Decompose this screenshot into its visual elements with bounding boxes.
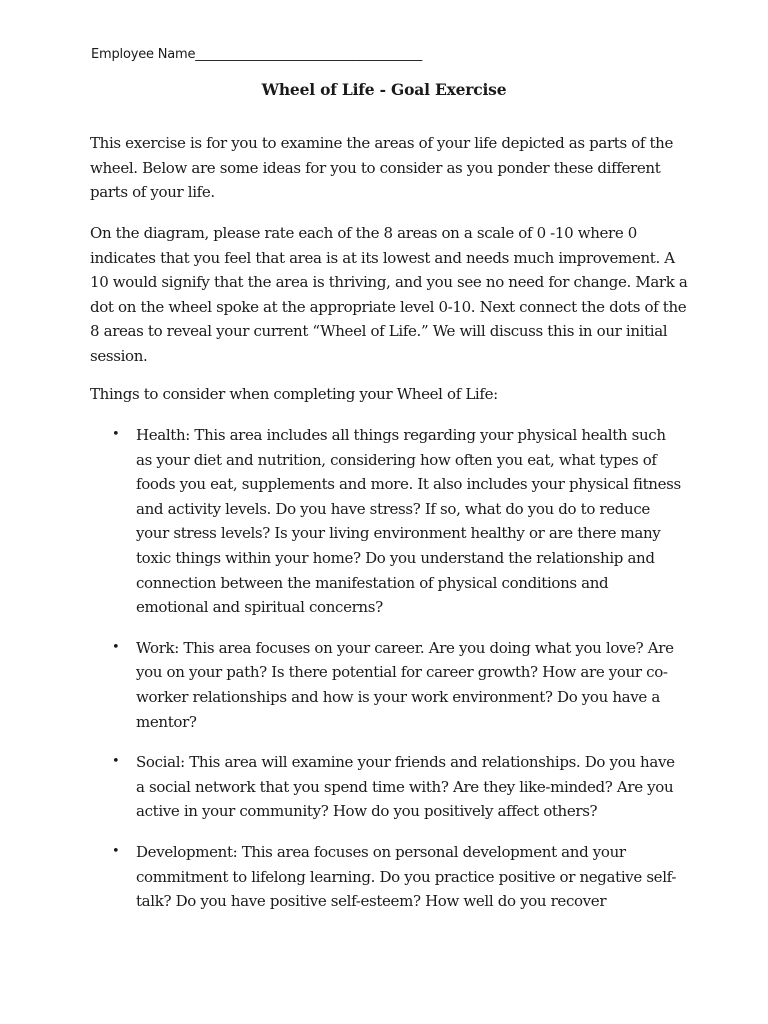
intro-paragraph: This exercise is for you to examine the areas of your life depicted as parts of the wheel. Below are some ideas for you to consider as you ponder these different parts of your life. bbox=[90, 134, 674, 202]
page-title: Wheel of Life - Goal Exercise bbox=[261, 80, 507, 99]
bullet-text-work: Work: This area focuses on your career. Are you doing what you love? Are you on your path? Is there potential for career growth? How are your co-worker relationships and how is your work environment? Do you have a mentor? bbox=[136, 638, 674, 731]
bullet-icon: • bbox=[112, 427, 120, 442]
instructions-paragraph: On the diagram, please rate each of the 8 areas on a scale of 0 -10 where 0 indicates that you feel that area is at its lowest and needs much improvement. A 10 would signify that the area is thriving, and you see no need for change. Mark a dot on the wheel spoke at the appropriate level 0-10. Next connect the dots of the 8 areas to reveal your current “Wheel of Life.” We will discuss this in our initial session. bbox=[90, 224, 688, 365]
bullet-text-development: Development: This area focuses on personal development and your commitment to lifelong learning. Do you practice positive or negative self-talk? Do you have positive self-esteem? How well do you recover bbox=[136, 842, 677, 911]
bullet-text-health: Health: This area includes all things regarding your physical health such as your diet and nutrition, considering how often you eat, what types of foods you eat, supplements and more. It also includes your physical fitness and activity levels. Do you have stress? If so, what do you do to reduce your stress levels? Is your living environment healthy or are there many toxic things within your home? Do you understand the relationship and connection between the manifestation of physical conditions and emotional and spiritual concerns? bbox=[136, 426, 681, 617]
employee-name-field: Employee Name____________________________________ bbox=[91, 47, 423, 62]
list-item bbox=[0, 636, 681, 734]
considerations-list bbox=[0, 423, 768, 930]
bullet-icon: • bbox=[112, 754, 120, 770]
bullet-icon: • bbox=[112, 639, 120, 655]
bullet-text-social: Social: This area will examine your friends and relationships. Do you have a social network that you spend time with? Are they like-minded? Are you active in your community? How do you positively affect others? bbox=[136, 753, 675, 821]
list-item bbox=[0, 840, 681, 914]
bullet-icon: • bbox=[112, 843, 120, 859]
list-item bbox=[0, 423, 681, 620]
considerations-heading: Things to consider when completing your Wheel of Life: bbox=[90, 385, 498, 403]
list-item bbox=[0, 750, 681, 824]
